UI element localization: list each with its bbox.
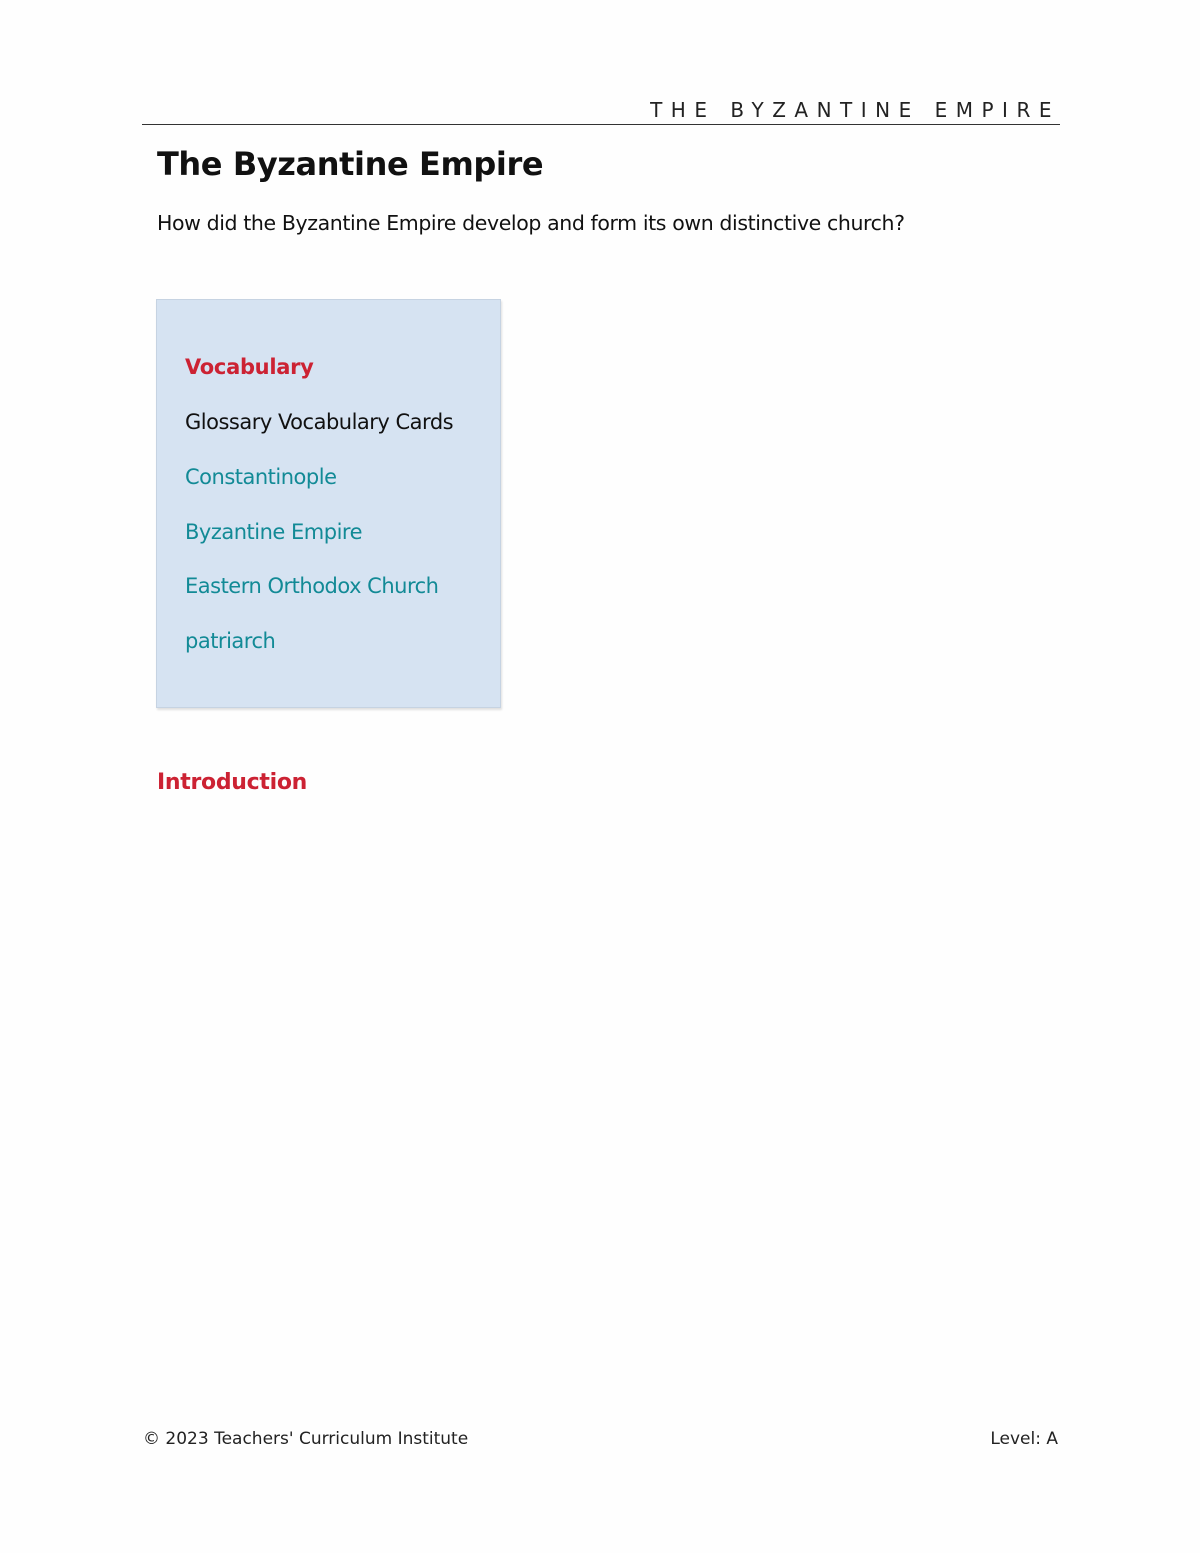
essential-question: How did the Byzantine Empire develop and form its own distinctive church? bbox=[157, 211, 905, 235]
vocabulary-term-list bbox=[185, 463, 438, 681]
introduction-heading: Introduction bbox=[157, 770, 308, 795]
header-divider bbox=[142, 124, 1060, 125]
vocab-term-patriarch[interactable]: patriarch bbox=[185, 628, 276, 653]
running-header: THE BYZANTINE EMPIRE bbox=[650, 98, 1060, 122]
footer-copyright: © 2023 Teachers' Curriculum Institute bbox=[143, 1429, 469, 1449]
glossary-vocabulary-cards-link[interactable]: Glossary Vocabulary Cards bbox=[185, 410, 454, 434]
vocab-term-eastern-orthodox-church[interactable]: Eastern Orthodox Church bbox=[185, 574, 439, 598]
vocabulary-box bbox=[156, 299, 501, 708]
footer-level: Level: A bbox=[990, 1429, 1058, 1449]
page-title: The Byzantine Empire bbox=[157, 145, 544, 183]
vocab-term-constantinople[interactable]: Constantinople bbox=[185, 465, 337, 489]
vocabulary-heading: Vocabulary bbox=[185, 355, 314, 379]
vocab-term-byzantine-empire[interactable]: Byzantine Empire bbox=[185, 519, 362, 544]
